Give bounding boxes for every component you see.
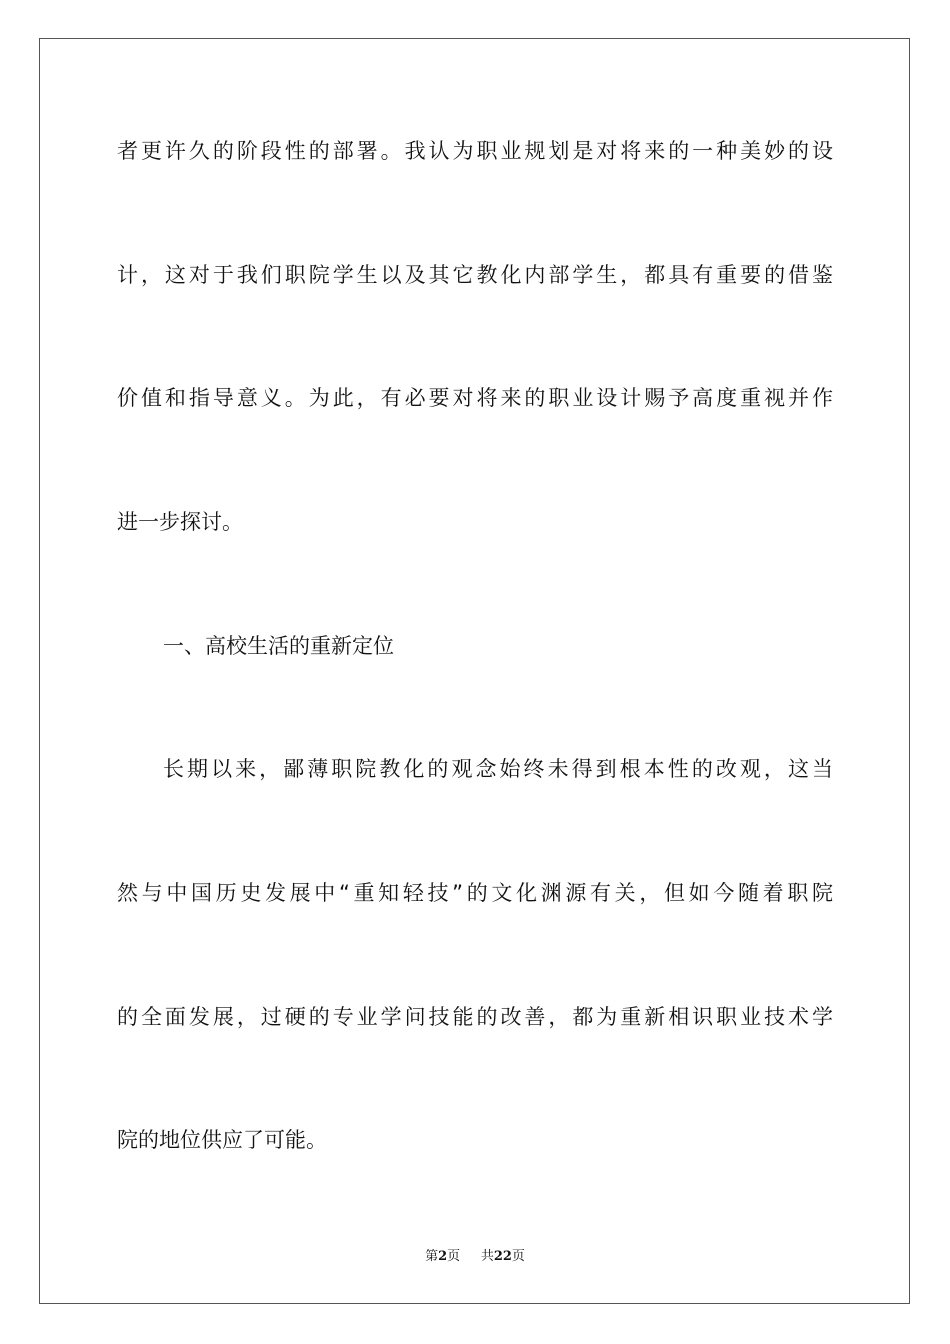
paragraph-line: 院的地位供应了可能。	[117, 1128, 327, 1152]
paragraph-line: 进一步探讨。	[117, 510, 243, 534]
footer-total-suffix: 页	[511, 1249, 525, 1264]
footer-page-current: 2	[438, 1249, 448, 1264]
paragraph-line: 计，这对于我们职院学生以及其它教化内部学生，都具有重要的借鉴	[117, 263, 833, 287]
page-footer	[0, 1245, 950, 1264]
footer-page-total: 22	[493, 1249, 512, 1264]
paragraph-line: 然与中国历史发展中“重知轻技”的文化渊源有关，但如今随着职院	[117, 881, 833, 905]
paragraph-line: 者更许久的阶段性的部署。我认为职业规划是对将来的一种美妙的设	[117, 139, 833, 163]
paragraph-line: 的全面发展，过硬的专业学问技能的改善，都为重新相识职业技术学	[117, 1005, 833, 1029]
paragraph-line: 价值和指导意义。为此，有必要对将来的职业设计赐予高度重视并作	[117, 386, 833, 410]
footer-page-suffix: 页	[447, 1249, 461, 1264]
footer-page-prefix: 第	[425, 1249, 439, 1264]
paragraph-line: 长期以来，鄙薄职院教化的观念始终未得到根本性的改观，这当	[163, 757, 833, 781]
footer-total-prefix: 共	[480, 1249, 494, 1264]
section-heading: 一、高校生活的重新定位	[163, 634, 394, 658]
page-frame	[39, 38, 910, 1304]
